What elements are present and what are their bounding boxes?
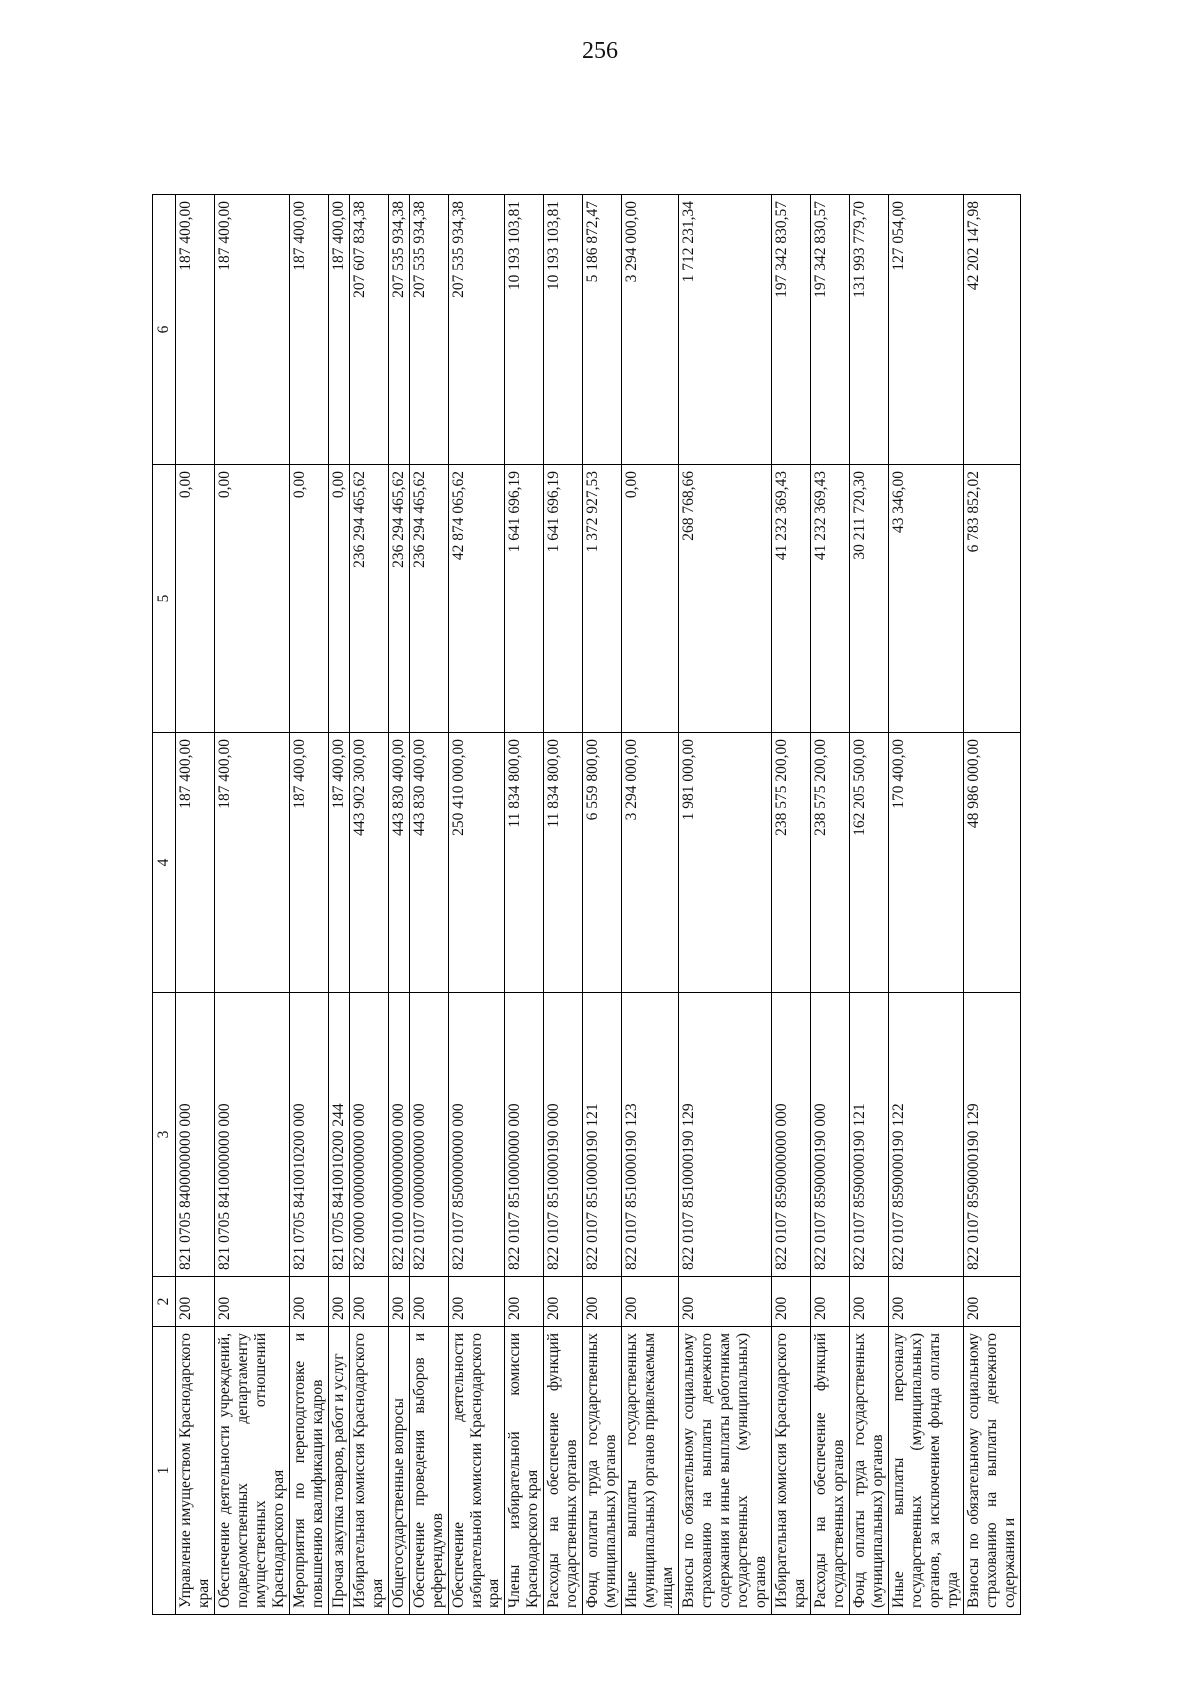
row-line-code-cell: 200 [622,1277,679,1327]
row-approved-amount-cell: 443 830 400,00 [388,733,409,993]
row-executed-amount-cell: 236 294 465,62 [349,465,388,733]
row-classification-code-cell: 822 0107 8510000000 000 [505,993,544,1277]
row-classification-code-cell: 822 0107 8510000190 121 [583,993,622,1277]
row-approved-amount-cell: 250 410 000,00 [448,733,505,993]
row-name-cell: Избирательная комиссия Краснодарского края [349,1327,388,1615]
row-classification-code-cell: 822 0107 8510000190 000 [544,993,583,1277]
row-approved-amount-cell: 11 834 800,00 [544,733,583,993]
row-name-cell: Фонд оплаты труда государственных (муниципальных) органов [583,1327,622,1615]
row-name-cell: Иные выплаты персоналу государственных (муниципальных) органов, за исключением фонда оплаты труда [888,1327,963,1615]
row-approved-amount-cell: 443 830 400,00 [409,733,448,993]
row-executed-amount-cell: 0,00 [289,465,328,733]
table-row [505,195,544,1615]
row-name-cell: Обеспечение деятельности избирательной комиссии Краснодарского края [448,1327,505,1615]
row-executed-amount-cell: 0,00 [214,465,289,733]
table-row [328,195,349,1615]
row-classification-code-cell: 821 0705 8410000000 000 [214,993,289,1277]
row-approved-amount-cell: 187 400,00 [289,733,328,993]
header-col-6: 6 [153,195,176,465]
row-unexecuted-amount-cell: 207 535 934,38 [388,195,409,465]
row-classification-code-cell: 822 0100 0000000000 000 [388,993,409,1277]
row-unexecuted-amount-cell: 187 400,00 [328,195,349,465]
row-unexecuted-amount-cell: 10 193 103,81 [544,195,583,465]
table-row [963,195,1020,1615]
row-name-cell: Общегосударственные вопросы [388,1327,409,1615]
row-name-cell: Члены избирательной комиссии Краснодарского края [505,1327,544,1615]
row-executed-amount-cell: 236 294 465,62 [388,465,409,733]
header-col-1: 1 [153,1327,176,1615]
row-name-cell: Фонд оплаты труда государственных (муниципальных) органов [849,1327,888,1615]
row-executed-amount-cell: 0,00 [622,465,679,733]
row-classification-code-cell: 822 0107 8510000190 123 [622,993,679,1277]
row-unexecuted-amount-cell: 207 607 834,38 [349,195,388,465]
row-approved-amount-cell: 238 575 200,00 [810,733,849,993]
row-name-cell: Расходы на обеспечение функций государственных органов [544,1327,583,1615]
row-line-code-cell: 200 [289,1277,328,1327]
row-name-cell: Мероприятия по переподготовке и повышению квалификации кадров [289,1327,328,1615]
row-name-cell: Обеспечение деятельности учреждений, подведомственных департаменту имущественных отношений Краснодарского края [214,1327,289,1615]
row-line-code-cell: 200 [849,1277,888,1327]
header-col-5: 5 [153,465,176,733]
row-line-code-cell: 200 [175,1277,214,1327]
row-line-code-cell: 200 [583,1277,622,1327]
table-row [622,195,679,1615]
row-unexecuted-amount-cell: 1 712 231,34 [679,195,772,465]
row-classification-code-cell: 822 0000 0000000000 000 [349,993,388,1277]
row-approved-amount-cell: 187 400,00 [328,733,349,993]
row-approved-amount-cell: 1 981 000,00 [679,733,772,993]
row-executed-amount-cell: 0,00 [328,465,349,733]
row-classification-code-cell: 821 0705 8410010200 000 [289,993,328,1277]
row-approved-amount-cell: 187 400,00 [175,733,214,993]
row-classification-code-cell: 822 0107 8510000190 129 [679,993,772,1277]
table-row [849,195,888,1615]
table-row [175,195,214,1615]
row-name-cell: Взносы по обязательному социальному страхованию на выплаты денежного содержания и иные выплаты работникам государственных (муниципальных) органов [679,1327,772,1615]
row-approved-amount-cell: 11 834 800,00 [505,733,544,993]
row-line-code-cell: 200 [772,1277,811,1327]
table-row [289,195,328,1615]
row-unexecuted-amount-cell: 207 535 934,38 [448,195,505,465]
row-line-code-cell: 200 [328,1277,349,1327]
row-classification-code-cell: 822 0107 8590000190 000 [810,993,849,1277]
row-classification-code-cell: 822 0107 0000000000 000 [409,993,448,1277]
row-approved-amount-cell: 443 902 300,00 [349,733,388,993]
row-executed-amount-cell: 41 232 369,43 [772,465,811,733]
row-executed-amount-cell: 1 372 927,53 [583,465,622,733]
row-unexecuted-amount-cell: 197 342 830,57 [772,195,811,465]
row-line-code-cell: 200 [349,1277,388,1327]
header-col-2: 2 [153,1277,176,1327]
row-unexecuted-amount-cell: 10 193 103,81 [505,195,544,465]
row-approved-amount-cell: 187 400,00 [214,733,289,993]
row-executed-amount-cell: 41 232 369,43 [810,465,849,733]
row-approved-amount-cell: 238 575 200,00 [772,733,811,993]
row-line-code-cell: 200 [388,1277,409,1327]
row-classification-code-cell: 822 0107 8590000190 122 [888,993,963,1277]
table-header-row [153,195,176,1615]
row-classification-code-cell: 821 0705 8400000000 000 [175,993,214,1277]
row-line-code-cell: 200 [214,1277,289,1327]
row-executed-amount-cell: 236 294 465,62 [409,465,448,733]
table-row [214,195,289,1615]
row-line-code-cell: 200 [888,1277,963,1327]
row-line-code-cell: 200 [448,1277,505,1327]
row-executed-amount-cell: 0,00 [175,465,214,733]
row-approved-amount-cell: 48 986 000,00 [963,733,1020,993]
row-classification-code-cell: 822 0107 8590000190 129 [963,993,1020,1277]
row-line-code-cell: 200 [963,1277,1020,1327]
row-unexecuted-amount-cell: 5 186 872,47 [583,195,622,465]
row-unexecuted-amount-cell: 197 342 830,57 [810,195,849,465]
row-name-cell: Иные выплаты государственных (муниципальных) органов привлекаемым лицам [622,1327,679,1615]
table-row [583,195,622,1615]
row-executed-amount-cell: 42 874 065,62 [448,465,505,733]
row-line-code-cell: 200 [409,1277,448,1327]
row-executed-amount-cell: 1 641 696,19 [505,465,544,733]
row-executed-amount-cell: 268 768,66 [679,465,772,733]
row-executed-amount-cell: 30 211 720,30 [849,465,888,733]
row-unexecuted-amount-cell: 207 535 934,38 [409,195,448,465]
row-classification-code-cell: 822 0107 8590000190 121 [849,993,888,1277]
row-executed-amount-cell: 43 346,00 [888,465,963,733]
row-name-cell: Расходы на обеспечение функций государственных органов [810,1327,849,1615]
table-row [679,195,772,1615]
row-approved-amount-cell: 170 400,00 [888,733,963,993]
row-approved-amount-cell: 6 559 800,00 [583,733,622,993]
row-unexecuted-amount-cell: 187 400,00 [214,195,289,465]
row-unexecuted-amount-cell: 127 054,00 [888,195,963,465]
row-name-cell: Обеспечение проведения выборов и референдумов [409,1327,448,1615]
row-name-cell: Управление имуществом Краснодарского края [175,1327,214,1615]
row-line-code-cell: 200 [544,1277,583,1327]
row-name-cell: Прочая закупка товаров, работ и услуг [328,1327,349,1615]
row-classification-code-cell: 821 0705 8410010200 244 [328,993,349,1277]
table-row [349,195,388,1615]
row-classification-code-cell: 822 0107 8500000000 000 [448,993,505,1277]
table-row [772,195,811,1615]
budget-table [152,194,1021,1615]
row-executed-amount-cell: 1 641 696,19 [544,465,583,733]
table-row [448,195,505,1615]
table-row [388,195,409,1615]
row-name-cell: Взносы по обязательному социальному страхованию на выплаты денежного содержания и [963,1327,1020,1615]
header-col-3: 3 [153,993,176,1277]
row-classification-code-cell: 822 0107 8590000000 000 [772,993,811,1277]
row-line-code-cell: 200 [679,1277,772,1327]
row-unexecuted-amount-cell: 187 400,00 [289,195,328,465]
row-approved-amount-cell: 3 294 000,00 [622,733,679,993]
row-name-cell: Избирательная комиссия Краснодарского края [772,1327,811,1615]
row-unexecuted-amount-cell: 131 993 779,70 [849,195,888,465]
row-unexecuted-amount-cell: 187 400,00 [175,195,214,465]
header-col-4: 4 [153,733,176,993]
page-number: 256 [582,38,618,64]
row-line-code-cell: 200 [505,1277,544,1327]
row-approved-amount-cell: 162 205 500,00 [849,733,888,993]
table-row [544,195,583,1615]
row-unexecuted-amount-cell: 42 202 147,98 [963,195,1020,465]
row-unexecuted-amount-cell: 3 294 000,00 [622,195,679,465]
row-line-code-cell: 200 [810,1277,849,1327]
table-row [810,195,849,1615]
row-executed-amount-cell: 6 783 852,02 [963,465,1020,733]
table-row [888,195,963,1615]
table-row [409,195,448,1615]
